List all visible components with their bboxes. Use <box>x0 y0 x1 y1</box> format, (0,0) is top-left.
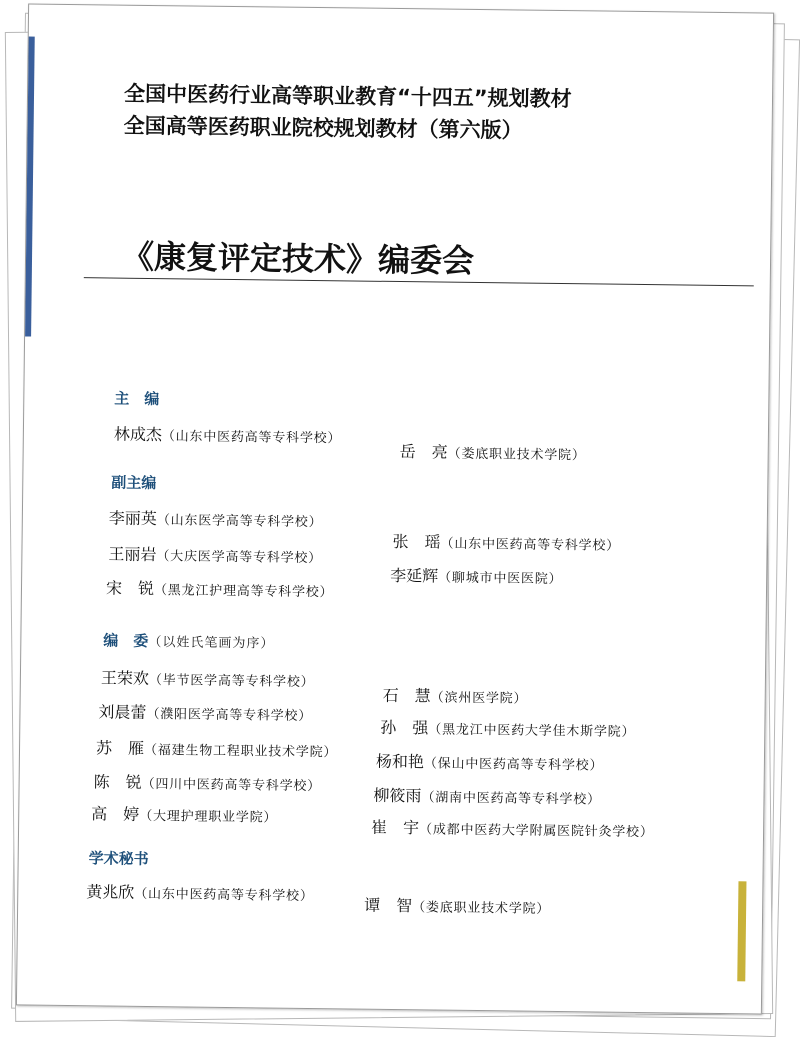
member-affiliation: （娄底职业技术学院） <box>412 900 551 917</box>
member-name: 柳筱雨 <box>373 785 422 806</box>
member-affiliation: （大庆医学高等专科学校） <box>156 549 323 567</box>
member-name: 崔 宇 <box>370 817 420 838</box>
member-name: 刘晨蕾 <box>98 702 147 722</box>
member-entry <box>106 575 334 601</box>
member-affiliation: （黑龙江中医药大学佳木斯学院） <box>428 722 636 740</box>
member-entry <box>108 542 322 568</box>
member-name: 王荣欢 <box>100 668 150 689</box>
member-entry <box>101 665 315 691</box>
member-name: 王丽岩 <box>108 544 157 565</box>
member-name: 黄兆欣 <box>86 882 135 902</box>
member-affiliation: （湖南中医药高等专科学校） <box>421 790 601 808</box>
member-affiliation: （山东医学高等专科学校） <box>156 513 323 531</box>
member-name: 陈 锐 <box>93 772 142 792</box>
section-heading-editors-label: 编 委 <box>103 631 149 650</box>
member-entry <box>94 769 322 795</box>
member-name: 杨和艳 <box>375 751 425 772</box>
member-affiliation: （保山中医药高等专科学校） <box>423 756 604 774</box>
member-entry <box>383 683 528 708</box>
member-entry <box>380 715 635 741</box>
member-affiliation: （四川中医药高等专科学校） <box>141 776 322 795</box>
member-affiliation: （成都中医药大学附属医院针灸学校） <box>419 822 654 841</box>
member-affiliation: （山东中医药高等专科学校） <box>161 429 342 447</box>
member-entry <box>364 893 550 918</box>
member-name: 苏 雁 <box>95 738 145 758</box>
member-name: 高 婷 <box>91 804 140 824</box>
member-affiliation: （聊城市中医医院） <box>438 570 563 588</box>
member-affiliation: （娄底职业技术学院） <box>447 446 586 464</box>
document-page <box>16 3 774 1014</box>
section-heading-secretary: 学术秘书 <box>88 849 149 869</box>
member-entry <box>91 801 277 826</box>
member-name: 孙 强 <box>380 717 429 738</box>
member-affiliation: （山东中医药高等专科学校） <box>440 536 621 554</box>
section-note: （以姓氏笔画为序） <box>148 634 275 652</box>
member-entry <box>109 506 323 532</box>
member-name: 李延辉 <box>390 565 439 586</box>
member-name: 石 慧 <box>382 685 431 706</box>
member-affiliation: （大理护理职业学院） <box>139 808 278 826</box>
member-affiliation: （毕节医学高等专科学校） <box>148 673 315 691</box>
series-line-1: 全国中医药行业高等职业教育“十四五”规划教材 <box>123 81 572 112</box>
page-title: 《康复评定技术》编委会 <box>121 237 475 280</box>
member-entry <box>114 422 342 448</box>
member-entry <box>376 749 604 775</box>
member-name: 李丽英 <box>108 508 157 529</box>
member-entry <box>98 699 312 725</box>
member-entry <box>96 735 337 761</box>
member-entry <box>390 563 562 588</box>
member-name: 宋 锐 <box>105 578 155 599</box>
member-name: 岳 亮 <box>399 442 448 462</box>
series-line-2: 全国高等医药职业院校规划教材（第六版） <box>123 113 523 143</box>
member-entry <box>392 529 620 555</box>
member-affiliation: （黑龙江护理高等专科学校） <box>153 583 334 601</box>
section-heading-chief: 主 编 <box>114 389 160 409</box>
member-name: 谭 智 <box>364 895 413 916</box>
section-heading-deputy: 副主编 <box>111 473 157 493</box>
member-name: 张 瑶 <box>392 531 441 552</box>
section-heading-editors <box>103 629 274 652</box>
member-affiliation: （滨州医学院） <box>430 690 528 707</box>
member-entry <box>86 879 314 905</box>
member-affiliation: （福建生物工程职业技术学院） <box>143 742 338 761</box>
member-entry <box>371 815 654 841</box>
member-affiliation: （濮阳医学高等专科学校） <box>146 706 313 725</box>
member-entry <box>400 439 586 464</box>
member-name: 林成杰 <box>113 424 163 445</box>
member-affiliation: （山东中医药高等专科学校） <box>134 886 314 905</box>
committee-list <box>17 4 773 1013</box>
member-entry <box>373 783 601 809</box>
